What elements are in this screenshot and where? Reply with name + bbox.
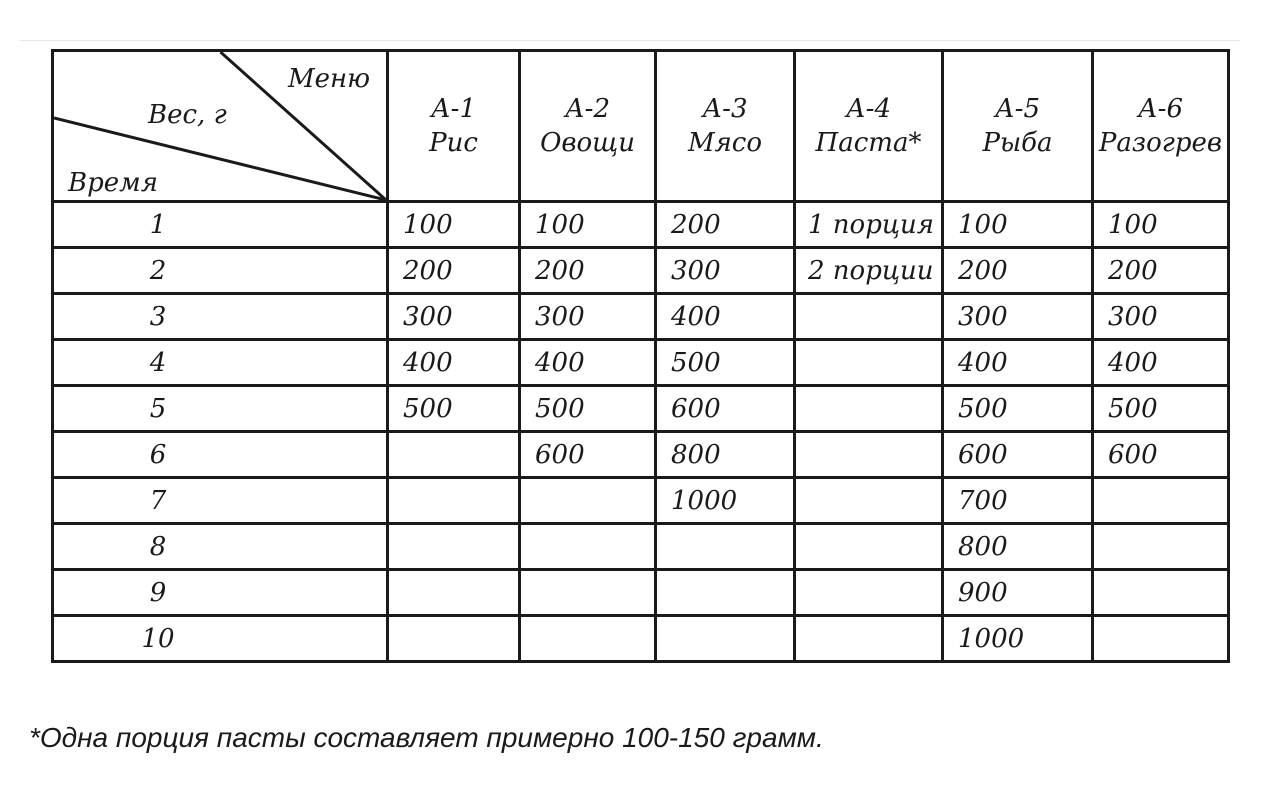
weight-cell-a1	[388, 524, 520, 570]
weight-cell-a1	[388, 432, 520, 478]
weight-cell-a4	[795, 478, 943, 524]
weight-cell-a6	[1093, 524, 1229, 570]
table-row	[53, 432, 1229, 478]
table-row	[53, 570, 1229, 616]
footnote: *Одна порция пасты составляет примерно 100-150 грамм.	[29, 722, 824, 753]
weight-cell-a5: 100	[943, 202, 1093, 248]
time-cell: 7	[53, 478, 388, 524]
weight-cell-a3	[656, 524, 795, 570]
weight-cell-a4	[795, 524, 943, 570]
table-row	[53, 478, 1229, 524]
weight-cell-a6	[1093, 616, 1229, 662]
weight-cell-a2: 200	[520, 248, 656, 294]
time-cell: 10	[53, 616, 388, 662]
weight-cell-a1: 200	[388, 248, 520, 294]
table-row	[53, 386, 1229, 432]
time-cell: 9	[53, 570, 388, 616]
program-code: А-4	[845, 94, 892, 124]
weight-cell-a6	[1093, 478, 1229, 524]
weight-cell-a2: 300	[520, 294, 656, 340]
weight-cell-a5: 600	[943, 432, 1093, 478]
program-code: А-1	[430, 94, 477, 124]
time-cell: 2	[53, 248, 388, 294]
table-row	[53, 294, 1229, 340]
table-body	[53, 202, 1229, 662]
program-header-a6	[1093, 51, 1229, 202]
weight-cell-a2: 600	[520, 432, 656, 478]
weight-cell-a3: 1000	[656, 478, 795, 524]
weight-cell-a1: 100	[388, 202, 520, 248]
weight-cell-a5: 800	[943, 524, 1093, 570]
weight-cell-a5: 300	[943, 294, 1093, 340]
program-name: Рыба	[982, 128, 1053, 158]
weight-cell-a4: 2 порции	[795, 248, 943, 294]
program-header-a2	[520, 51, 656, 202]
weight-cell-a6: 500	[1093, 386, 1229, 432]
weight-cell-a2	[520, 524, 656, 570]
program-name: Разогрев	[1098, 128, 1223, 158]
weight-cell-a5: 500	[943, 386, 1093, 432]
program-header-a5	[943, 51, 1093, 202]
weight-cell-a4: 1 порция	[795, 202, 943, 248]
weight-cell-a6: 100	[1093, 202, 1229, 248]
weight-cell-a3: 200	[656, 202, 795, 248]
program-name: Паста*	[815, 128, 922, 158]
weight-cell-a1: 400	[388, 340, 520, 386]
weight-cell-a5: 900	[943, 570, 1093, 616]
cooking-time-table	[51, 49, 1230, 663]
table-row	[53, 202, 1229, 248]
weight-cell-a2	[520, 478, 656, 524]
program-header-a4	[795, 51, 943, 202]
weight-cell-a4	[795, 616, 943, 662]
top-divider	[20, 40, 1240, 41]
weight-cell-a1	[388, 478, 520, 524]
time-cell: 6	[53, 432, 388, 478]
header-row	[53, 51, 1229, 202]
weight-cell-a2: 100	[520, 202, 656, 248]
weight-cell-a3: 600	[656, 386, 795, 432]
weight-cell-a5: 700	[943, 478, 1093, 524]
table-row	[53, 524, 1229, 570]
program-header-a3	[656, 51, 795, 202]
weight-cell-a2: 500	[520, 386, 656, 432]
weight-cell-a2: 400	[520, 340, 656, 386]
weight-axis-label: Вес, г	[148, 100, 227, 130]
time-cell: 8	[53, 524, 388, 570]
corner-cell	[53, 51, 388, 202]
program-name: Рис	[429, 128, 478, 158]
program-code: А-2	[564, 94, 611, 124]
time-cell: 4	[53, 340, 388, 386]
table-row	[53, 248, 1229, 294]
weight-cell-a6: 200	[1093, 248, 1229, 294]
time-cell: 3	[53, 294, 388, 340]
weight-cell-a1: 300	[388, 294, 520, 340]
weight-cell-a1: 500	[388, 386, 520, 432]
weight-cell-a6: 400	[1093, 340, 1229, 386]
table-row	[53, 340, 1229, 386]
weight-cell-a5: 400	[943, 340, 1093, 386]
weight-cell-a3	[656, 616, 795, 662]
menu-axis-label: Меню	[287, 64, 370, 94]
weight-cell-a6: 600	[1093, 432, 1229, 478]
weight-cell-a3	[656, 570, 795, 616]
program-header-a1	[388, 51, 520, 202]
weight-cell-a4	[795, 386, 943, 432]
weight-cell-a2	[520, 616, 656, 662]
weight-cell-a4	[795, 340, 943, 386]
table-row	[53, 616, 1229, 662]
weight-cell-a4	[795, 570, 943, 616]
program-name: Мясо	[687, 128, 763, 158]
weight-cell-a4	[795, 294, 943, 340]
time-cell: 1	[53, 202, 388, 248]
weight-cell-a4	[795, 432, 943, 478]
program-code: А-6	[1137, 94, 1184, 124]
program-code: А-3	[702, 94, 748, 124]
time-axis-label: Время	[68, 168, 158, 198]
weight-cell-a6	[1093, 570, 1229, 616]
weight-cell-a6: 300	[1093, 294, 1229, 340]
weight-cell-a3: 800	[656, 432, 795, 478]
program-code: А-5	[994, 94, 1041, 124]
weight-cell-a1	[388, 616, 520, 662]
weight-cell-a5: 200	[943, 248, 1093, 294]
time-cell: 5	[53, 386, 388, 432]
weight-cell-a3: 500	[656, 340, 795, 386]
weight-cell-a5: 1000	[943, 616, 1093, 662]
weight-cell-a1	[388, 570, 520, 616]
weight-cell-a2	[520, 570, 656, 616]
weight-cell-a3: 400	[656, 294, 795, 340]
weight-cell-a3: 300	[656, 248, 795, 294]
program-name: Овощи	[540, 128, 635, 158]
